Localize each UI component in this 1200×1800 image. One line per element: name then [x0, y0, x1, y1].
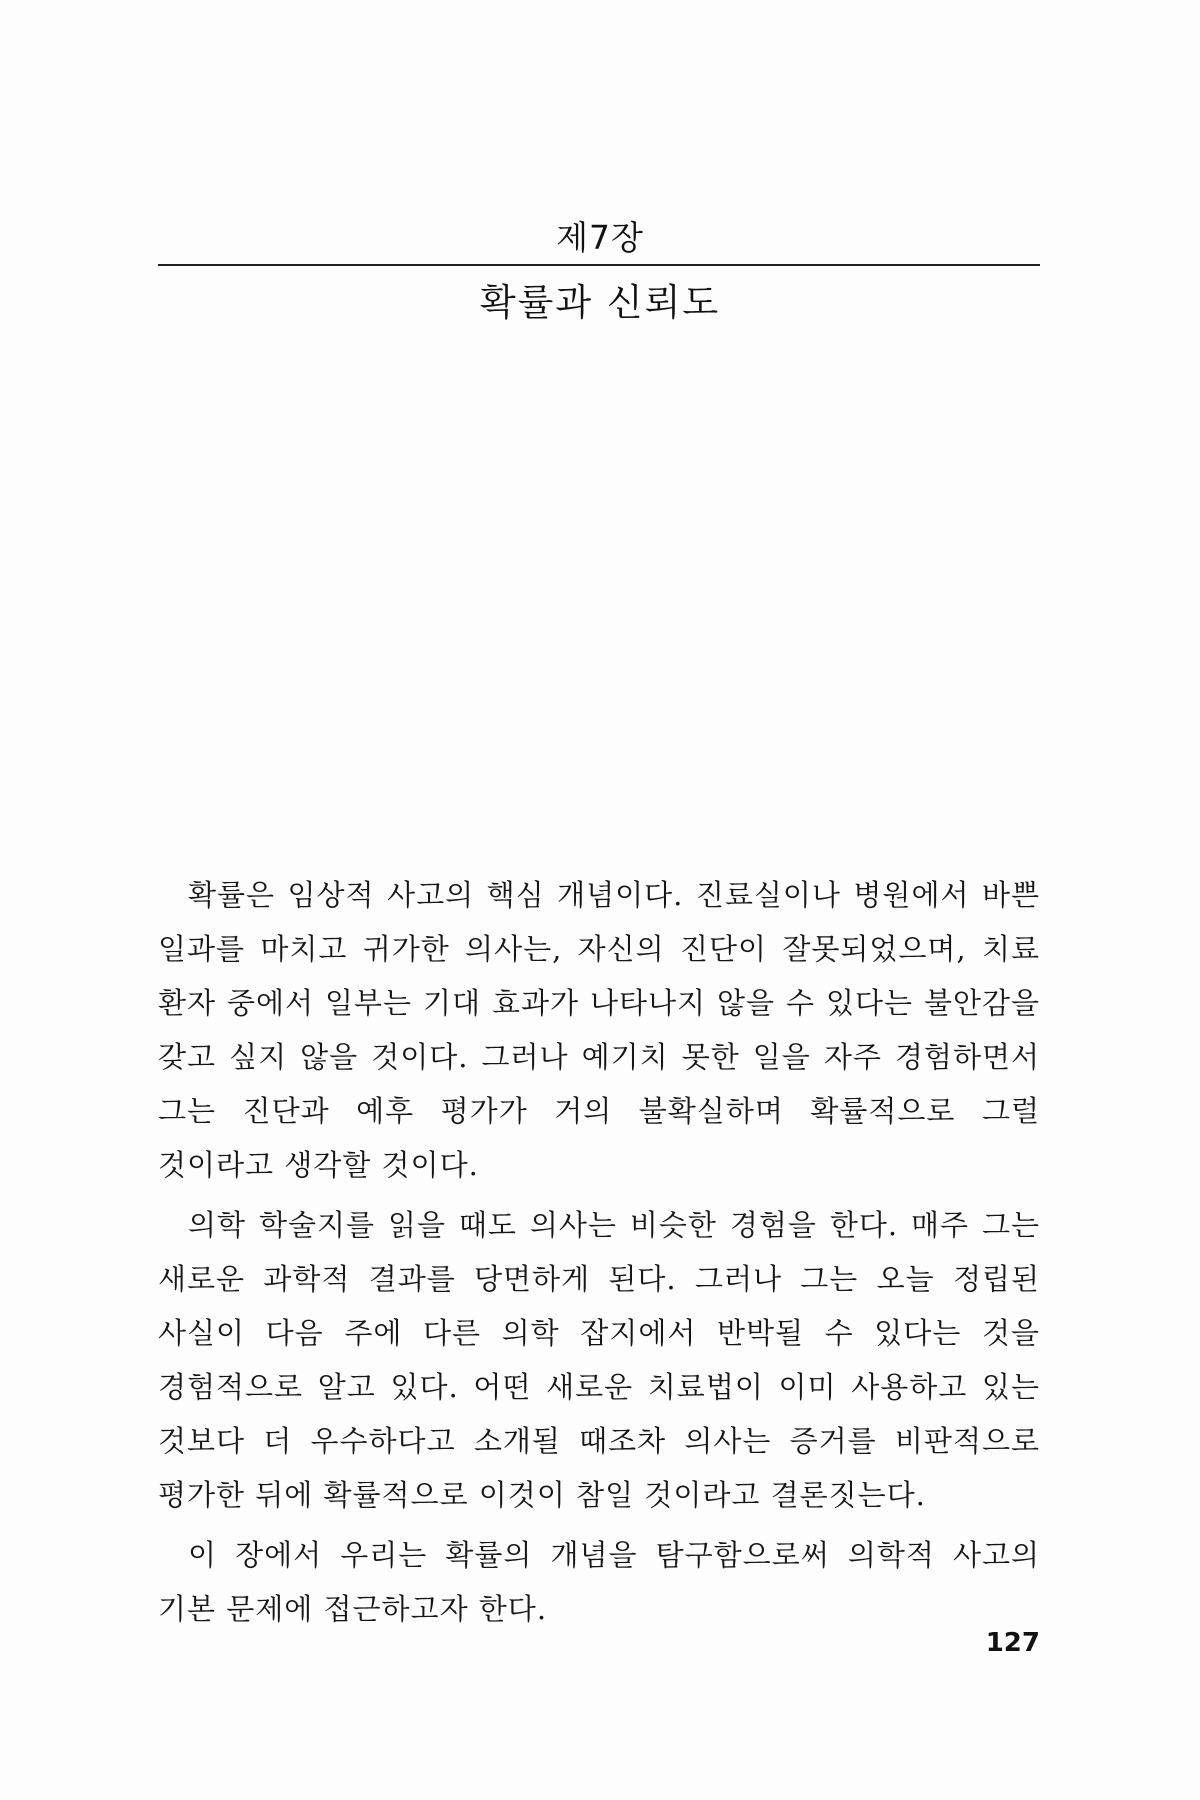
paragraph: 확률은 임상적 사고의 핵심 개념이다. 진료실이나 병원에서 바쁜 일과를 마치고 귀가한 의사는, 자신의 진단이 잘못되었으며, 치료 환자 중에서 일부는 기대 효과가 나타나지 않을 수 있다는 불안감을 갖고 싶지 않을 것이다. 그러나 예기치 못한 일을 자주 경험하면서 그는 진단과 예후 평가가 거의 불확실하며 확률적으로 그럴 것이라고 생각할 것이다.	[158, 878, 1040, 1182]
paragraph: 이 장에서 우리는 확률의 개념을 탐구함으로써 의학적 사고의 기본 문제에 접근하고자 한다.	[158, 1538, 1040, 1626]
chapter-label: 제7장	[556, 218, 644, 257]
page-number: 127	[985, 1628, 1040, 1658]
chapter-divider	[158, 264, 1040, 266]
body-text	[158, 868, 1040, 1642]
chapter-title: 확률과 신뢰도	[479, 281, 721, 324]
paragraph: 의학 학술지를 읽을 때도 의사는 비슷한 경험을 한다. 매주 그는 새로운 과학적 결과를 당면하게 된다. 그러나 그는 오늘 정립된 사실이 다음 주에 다른 의학 잡지에서 반박될 수 있다는 것을 경험적으로 알고 있다. 어떤 새로운 치료법이 이미 사용하고 있는 것보다 더 우수하다고 소개될 때조차 의사는 증거를 비판적으로 평가한 뒤에 확률적으로 이것이 참일 것이라고 결론짓는다.	[158, 1208, 1040, 1512]
